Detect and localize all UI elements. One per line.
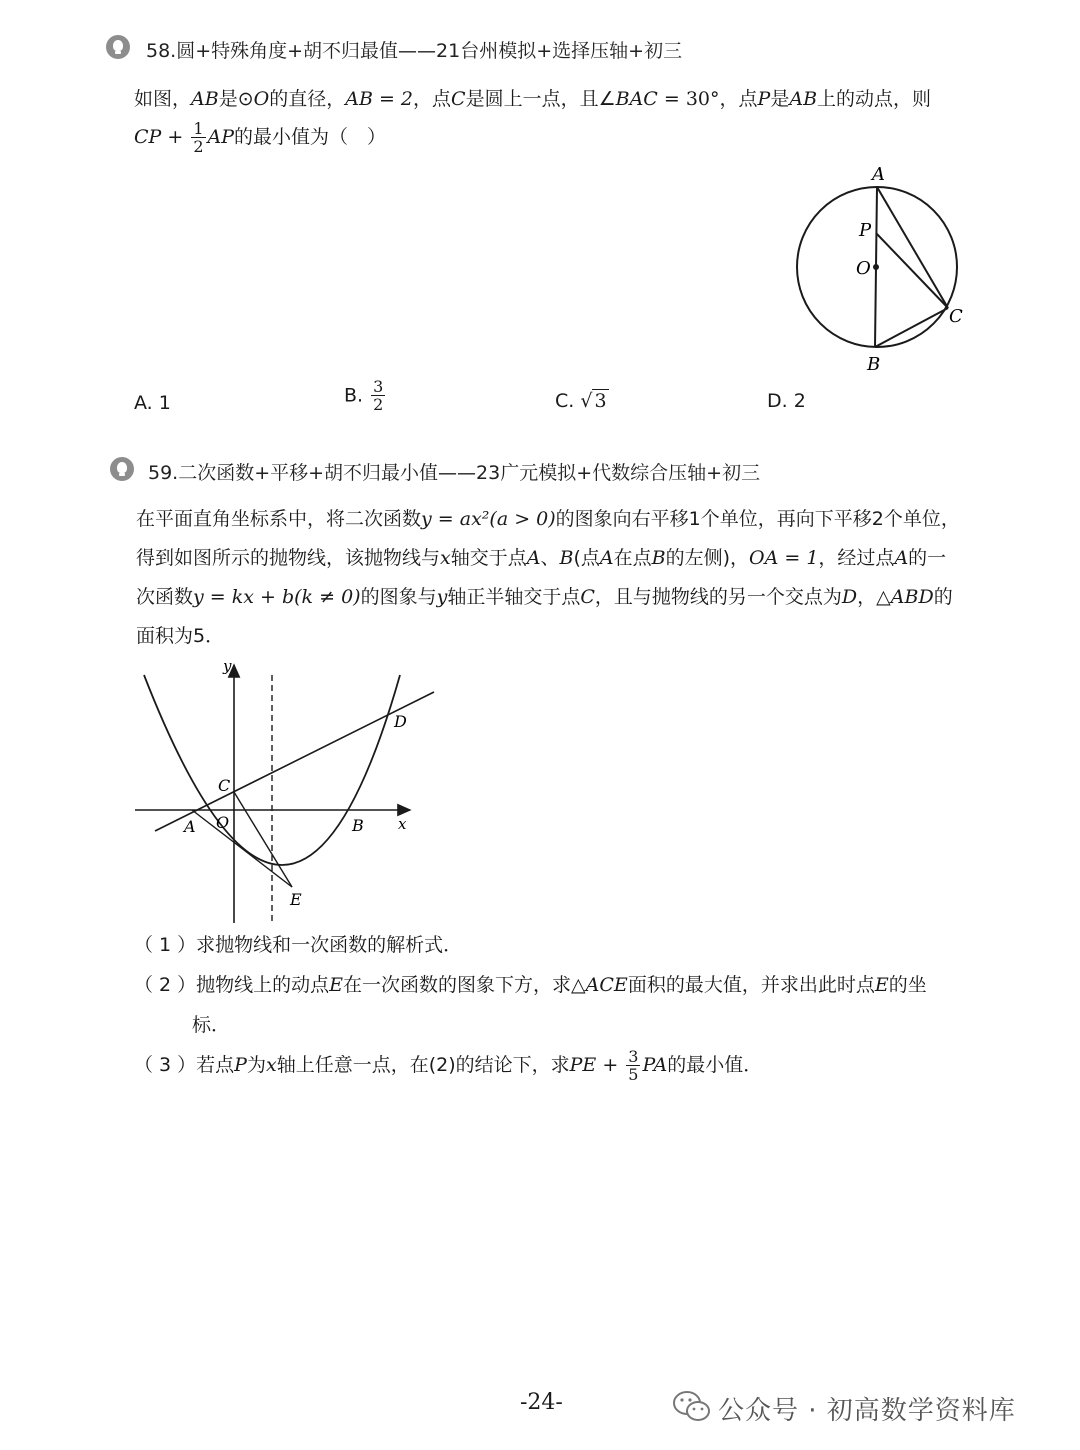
- segment-ac: [877, 187, 948, 308]
- parabola-figure: [130, 655, 450, 930]
- question-58-heading: 58.圆+特殊角度+胡不归最值——21台州模拟+选择压轴+初三: [146, 40, 683, 62]
- option-a: A. 1: [134, 392, 171, 414]
- option-c: C. √ 3: [555, 390, 607, 412]
- sub-question-1: （ 1 ）求抛物线和一次函数的解析式．: [134, 934, 463, 956]
- label-c: C: [218, 776, 231, 795]
- circle-figure: [780, 158, 980, 378]
- lightbulb-icon: [110, 457, 134, 481]
- label-x: x: [398, 815, 407, 833]
- label-o: O: [216, 813, 230, 832]
- center-dot: [873, 264, 879, 270]
- question-58-line-2: CP + $\frac{1}{2}$ AP的最小值为（ ）: [134, 119, 387, 156]
- wechat-icon: [672, 1390, 712, 1424]
- label-c: C: [949, 306, 963, 327]
- label-b: B: [352, 816, 364, 835]
- sqrt-three: √ 3: [580, 390, 607, 412]
- question-59-heading: 59.二次函数+平移+胡不归最小值——23广元模拟+代数综合压轴+初三: [148, 462, 761, 484]
- question-59-line-3: 次函数y = kx + b(k ≠ 0)的图象与y轴正半轴交于点C，且与抛物线的另一个交点为D，△ABD的: [136, 586, 953, 608]
- sub-question-3: （ 3 ）若点P为x轴上任意一点，在(2)的结论下，求PE + $\frac{3}{5}$ PA的最小值．: [134, 1047, 763, 1084]
- label-o: O: [856, 258, 871, 279]
- fraction-three-fifths: $\frac{3}{5}$: [628, 1047, 639, 1084]
- segment-ae: [192, 810, 292, 887]
- fraction-one-half: $\frac{1}{2}$: [193, 119, 204, 156]
- segment-bc: [875, 308, 948, 347]
- fraction-three-halves: $\frac{3}{2}$: [373, 377, 384, 414]
- option-d: D. 2: [767, 390, 806, 412]
- sub-question-2-line-2: 标．: [192, 1014, 231, 1036]
- option-b: B. $\frac{3}{2}$: [344, 377, 384, 414]
- sub-question-2-line-1: （ 2 ）抛物线上的动点E在一次函数的图象下方，求△ACE面积的最大值，并求出此时点E的坐: [134, 974, 927, 996]
- question-59-line-4: 面积为5．: [136, 625, 225, 647]
- watermark: 公众号 · 初高数学资料库: [718, 1396, 1016, 1426]
- page-number: -24-: [520, 1390, 563, 1415]
- label-d: D: [394, 712, 407, 731]
- segment-ce: [234, 792, 292, 887]
- label-e: E: [290, 890, 302, 909]
- label-b: B: [867, 354, 881, 375]
- segment-pc: [876, 233, 948, 308]
- label-p: P: [859, 220, 872, 241]
- label-y: y: [223, 657, 232, 675]
- question-58-line-1: 如图，AB是⊙O的直径，AB = 2，点C是圆上一点，且∠BAC = 30°，点P是AB上的动点，则: [134, 88, 932, 110]
- label-a: A: [184, 817, 196, 836]
- question-59-line-1: 在平面直角坐标系中，将二次函数y = ax²(a > 0)的图象向右平移1个单位，再向下平移2个单位，: [136, 508, 960, 530]
- lightbulb-icon: [106, 35, 130, 59]
- label-a: A: [872, 164, 885, 185]
- question-59-line-2: 得到如图所示的抛物线，该抛物线与x轴交于点A、B(点A在点B的左侧)，OA = 1，经过点A的一: [136, 547, 947, 569]
